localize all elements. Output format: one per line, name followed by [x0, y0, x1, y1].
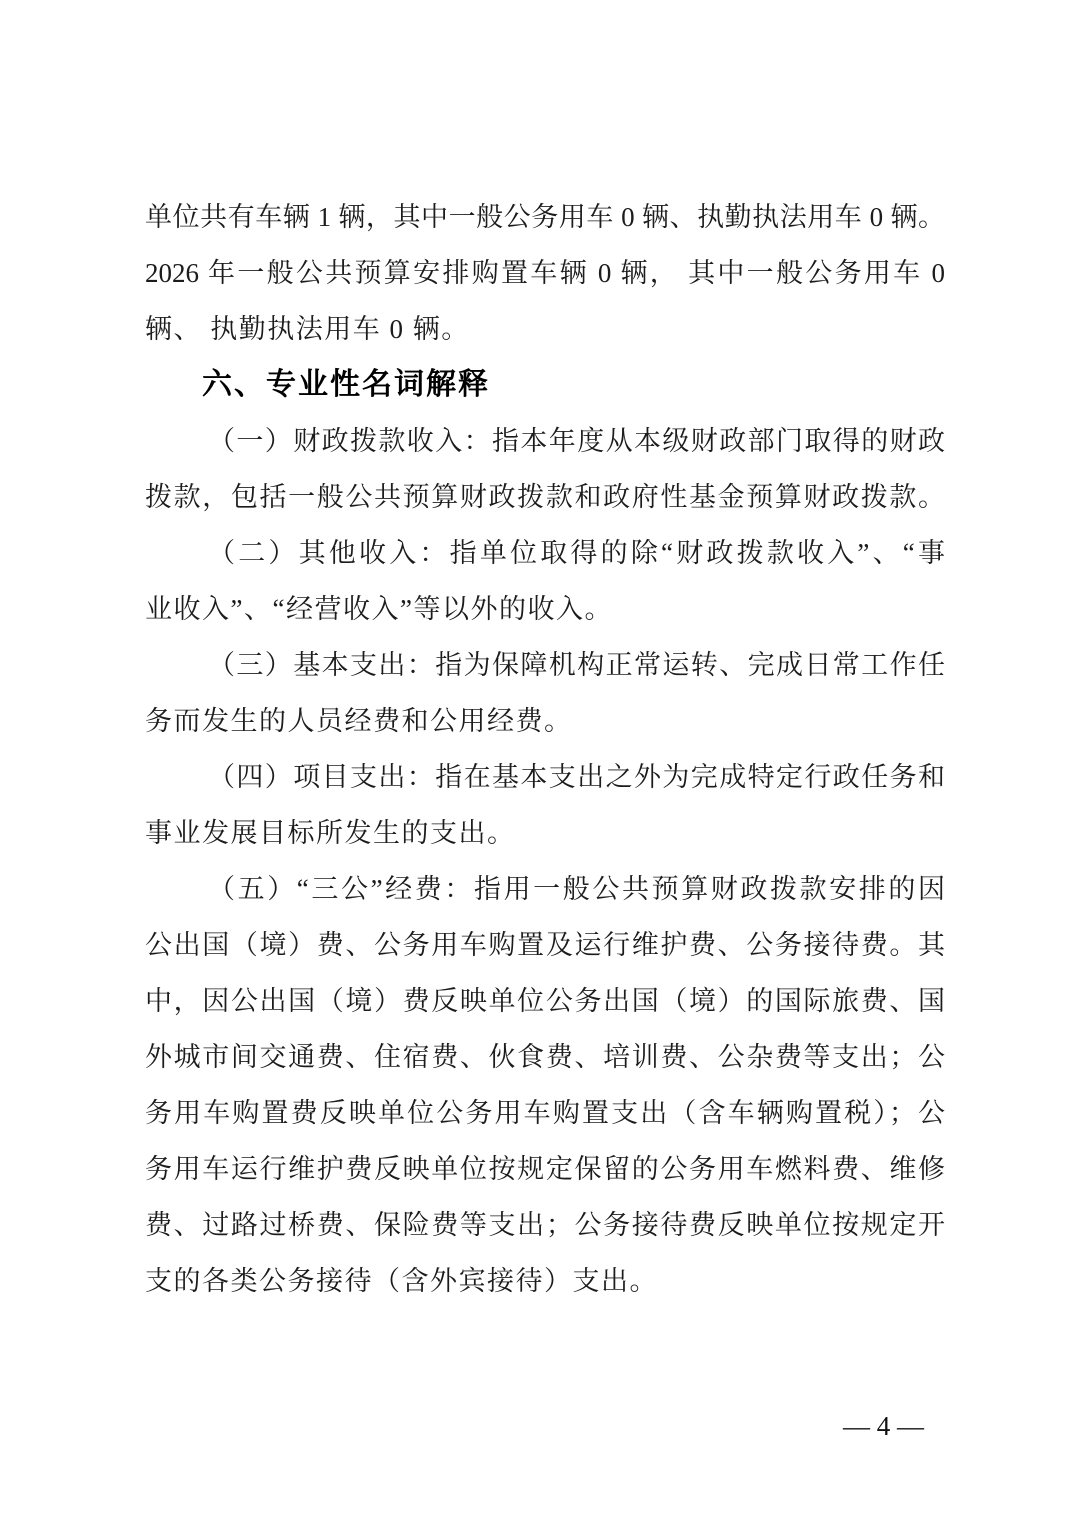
paragraph-line: 单位共有车辆 1 辆，其中一般公务用车 0 辆、执勤执法用车 0 辆。: [145, 202, 945, 232]
paragraph-line: 辆、 执勤执法用车 0 辆。: [145, 314, 470, 344]
paragraph-line: （五）“三公”经费：指用一般公共预算财政拨款安排的因: [208, 874, 945, 904]
paragraph-line: 拨款，包括一般公共预算财政拨款和政府性基金预算财政拨款。: [145, 482, 945, 512]
paragraph-line: 外城市间交通费、住宿费、伙食费、培训费、公杂费等支出；公: [145, 1042, 945, 1072]
paragraph-line: 中，因公出国（境）费反映单位公务出国（境）的国际旅费、国: [145, 986, 945, 1016]
paragraph-line: 务用车购置费反映单位公务用车购置支出（含车辆购置税）；公: [145, 1098, 945, 1128]
page-number: — 4 —: [843, 1411, 924, 1441]
paragraph-line: 费、过路过桥费、保险费等支出；公务接待费反映单位按规定开: [145, 1210, 945, 1240]
paragraph-line: 2026 年一般公共预算安排购置车辆 0 辆， 其中一般公务用车 0: [145, 258, 945, 288]
paragraph-line: 支的各类公务接待（含外宾接待）支出。: [145, 1266, 658, 1296]
paragraph-line: 事业发展目标所发生的支出。: [145, 818, 516, 848]
paragraph-line: （二）其他收入：指单位取得的除“财政拨款收入”、“事: [208, 538, 945, 568]
paragraph-line: （三）基本支出：指为保障机构正常运转、完成日常工作任: [208, 650, 945, 680]
paragraph-line: （四）项目支出：指在基本支出之外为完成特定行政任务和: [208, 762, 945, 792]
paragraph-line: 务用车运行维护费反映单位按规定保留的公务用车燃料费、维修: [145, 1154, 945, 1184]
document-body: [145, 189, 945, 1309]
paragraph-line: （一）财政拨款收入：指本年度从本级财政部门取得的财政: [208, 426, 945, 456]
paragraph-line: 公出国（境）费、公务用车购置及运行维护费、公务接待费。其: [145, 930, 945, 960]
paragraph-line: 业收入”、“经营收入”等以外的收入。: [145, 594, 613, 624]
page-footer: [843, 1408, 924, 1444]
section-heading: 六、专业性名词解释: [202, 368, 490, 401]
paragraph-line: 务而发生的人员经费和公用经费。: [145, 706, 573, 736]
